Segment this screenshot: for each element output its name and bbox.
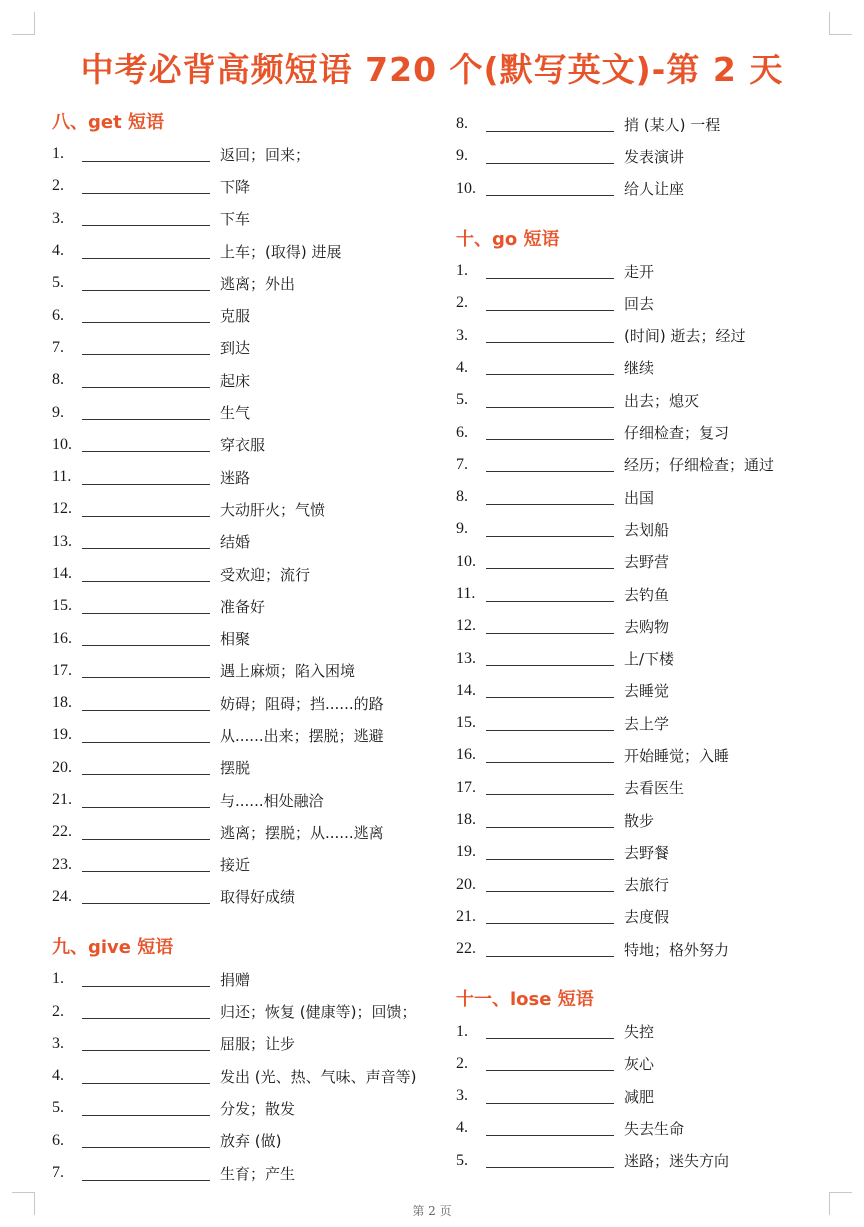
item-meaning: 去野营 [624,553,670,572]
item-meaning: 给人让座 [624,180,685,199]
item-number: 2. [52,177,64,195]
section-list-lose [456,1015,836,1176]
answer-blank[interactable] [82,1036,210,1051]
item-meaning: 分发；散发 [220,1099,296,1118]
item-number: 18. [456,811,476,829]
item-number: 5. [456,1151,468,1169]
answer-blank[interactable] [486,619,614,634]
item-number: 3. [456,1087,468,1105]
answer-blank[interactable] [486,651,614,666]
answer-blank[interactable] [82,437,210,452]
item-meaning: 去购物 [624,617,670,636]
item-number: 16. [52,629,72,647]
list-item [456,140,836,172]
item-number: 1. [456,1022,468,1040]
page-title: 中考必背高频短语 720 个(默写英文)-第 2 天 [80,50,784,89]
item-meaning: 去度假 [624,908,670,927]
answer-blank[interactable] [486,1089,614,1104]
item-meaning: 归还；恢复 (健康等)；回馈； [220,1003,417,1022]
list-item [456,481,836,513]
item-meaning: 开始睡觉；入睡 [624,746,730,765]
item-meaning: 迷路；迷失方向 [624,1152,730,1171]
list-item [52,364,432,396]
item-meaning: 特地；格外努力 [624,940,730,959]
answer-blank[interactable] [82,1166,210,1181]
item-meaning: 去划船 [624,520,670,539]
item-meaning: 去看医生 [624,779,685,798]
item-number: 21. [456,907,476,925]
item-meaning: 捎 (某人) 一程 [624,115,721,134]
item-number: 22. [456,940,476,958]
list-item [456,319,836,351]
list-item [456,352,836,384]
item-meaning: 遇上麻烦；陷入困境 [220,662,356,681]
item-number: 4. [52,242,64,260]
answer-blank[interactable] [486,780,614,795]
answer-blank[interactable] [82,599,210,614]
item-number: 8. [456,115,468,133]
item-meaning: 放弃 (做) [220,1132,282,1151]
answer-blank[interactable] [486,425,614,440]
list-item [456,642,836,674]
list-item [52,267,432,299]
item-number: 5. [52,1099,64,1117]
list-item [456,513,836,545]
item-meaning: 逃离；外出 [220,274,296,293]
item-number: 9. [456,520,468,538]
answer-blank[interactable] [82,889,210,904]
item-number: 1. [52,970,64,988]
answer-blank[interactable] [82,1004,210,1019]
answer-blank[interactable] [82,696,210,711]
answer-blank[interactable] [486,587,614,602]
list-item [456,610,836,642]
answer-blank[interactable] [486,748,614,763]
answer-blank[interactable] [82,728,210,743]
section-title-go: 十、go 短语 [456,228,560,250]
answer-blank[interactable] [82,340,210,355]
section-list-give-continued [456,108,836,205]
item-number: 8. [456,488,468,506]
list-item [52,849,432,881]
answer-blank[interactable] [82,631,210,646]
answer-blank[interactable] [82,405,210,420]
list-item [52,784,432,816]
answer-blank[interactable] [486,490,614,505]
item-meaning: 经历；仔细检查；通过 [624,456,775,475]
item-number: 13. [456,649,476,667]
answer-blank[interactable] [486,360,614,375]
answer-blank[interactable] [486,181,614,196]
item-meaning: 仔细检查；复习 [624,424,730,443]
item-meaning: 走开 [624,262,655,281]
list-item [456,836,836,868]
item-number: 23. [52,855,72,873]
section-title-give: 九、give 短语 [52,937,174,959]
item-meaning: 生气 [220,404,251,423]
list-item [456,1048,836,1080]
answer-blank[interactable] [82,502,210,517]
item-meaning: 去睡觉 [624,682,670,701]
item-number: 2. [52,1002,64,1020]
list-item [456,384,836,416]
section-title-get: 八、get 短语 [52,112,164,133]
list-item [52,138,432,170]
list-item [52,1060,432,1092]
item-number: 17. [52,661,72,679]
item-meaning: 接近 [220,856,251,875]
list-item [52,963,432,995]
item-meaning: 去旅行 [624,876,670,895]
item-meaning: 减肥 [624,1087,655,1106]
item-number: 11. [52,468,72,486]
item-meaning: 灰心 [624,1055,655,1074]
list-item [456,255,836,287]
list-item [456,578,836,610]
item-meaning: 捐赠 [220,970,251,989]
item-meaning: 屈服；让步 [220,1035,296,1054]
item-number: 13. [52,532,72,550]
list-item [52,299,432,331]
list-item [52,816,432,848]
item-meaning: 散步 [624,811,655,830]
item-number: 1. [456,262,468,280]
answer-blank[interactable] [486,942,614,957]
item-meaning: 妨碍；阻碍；挡......的路 [220,694,384,713]
item-meaning: 穿衣服 [220,436,266,455]
item-number: 19. [52,726,72,744]
item-number: 10. [456,552,476,570]
item-meaning: 去野餐 [624,843,670,862]
list-item [456,675,836,707]
answer-blank[interactable] [486,457,614,472]
answer-blank[interactable] [82,470,210,485]
list-item [456,449,836,481]
corner-mark-top-left [12,12,35,35]
list-item [52,590,432,622]
list-item [52,719,432,751]
answer-blank[interactable] [486,554,614,569]
item-number: 6. [52,306,64,324]
answer-blank[interactable] [82,1133,210,1148]
list-item [52,687,432,719]
item-meaning: 大动肝火；气愤 [220,500,326,519]
answer-blank[interactable] [486,1153,614,1168]
item-number: 5. [456,391,468,409]
item-number: 15. [456,714,476,732]
item-meaning: 取得好成绩 [220,888,296,907]
answer-blank[interactable] [486,328,614,343]
item-number: 3. [52,209,64,227]
item-meaning: 下车 [220,210,251,229]
item-meaning: 准备好 [220,597,266,616]
item-number: 6. [52,1131,64,1149]
list-item [456,1112,836,1144]
item-meaning: 相聚 [220,630,251,649]
item-number: 9. [456,147,468,165]
list-item [456,901,836,933]
list-item [456,707,836,739]
answer-blank[interactable] [82,147,210,162]
answer-blank[interactable] [82,663,210,678]
list-item [456,546,836,578]
list-item [52,235,432,267]
item-meaning: 回去 [624,294,655,313]
item-number: 4. [456,358,468,376]
item-number: 2. [456,294,468,312]
item-number: 19. [456,843,476,861]
answer-blank[interactable] [82,760,210,775]
answer-blank[interactable] [486,1056,614,1071]
list-item [52,396,432,428]
answer-blank[interactable] [82,793,210,808]
answer-blank[interactable] [486,1121,614,1136]
item-number: 20. [456,875,476,893]
list-item [52,332,432,364]
item-meaning: 出国 [624,488,655,507]
answer-blank[interactable] [82,1069,210,1084]
section-title-lose: 十一、lose 短语 [456,989,594,1011]
list-item [456,416,836,448]
answer-blank[interactable] [82,972,210,987]
list-item [52,203,432,235]
corner-mark-top-right [829,12,852,35]
answer-blank[interactable] [486,813,614,828]
item-meaning: 起床 [220,371,251,390]
item-meaning: 去钓鱼 [624,585,670,604]
answer-blank[interactable] [486,117,614,132]
answer-blank[interactable] [486,149,614,164]
item-number: 7. [456,455,468,473]
item-meaning: 从......出来；摆脱；逃避 [220,726,384,745]
list-item [52,493,432,525]
item-number: 14. [456,681,476,699]
list-item [52,526,432,558]
item-meaning: 失去生命 [624,1119,685,1138]
list-item [52,655,432,687]
list-item [52,752,432,784]
item-meaning: 出去；熄灭 [624,391,700,410]
item-number: 4. [456,1119,468,1137]
item-number: 5. [52,274,64,292]
item-meaning: 克服 [220,307,251,326]
answer-blank[interactable] [486,909,614,924]
section-list-go [456,255,836,966]
item-number: 6. [456,423,468,441]
item-number: 7. [52,338,64,356]
answer-blank[interactable] [486,522,614,537]
list-item [456,804,836,836]
item-meaning: 上/下楼 [624,650,675,669]
list-item [52,1092,432,1124]
item-number: 24. [52,887,72,905]
item-number: 12. [52,500,72,518]
list-item [52,170,432,202]
item-number: 8. [52,371,64,389]
list-item [456,772,836,804]
list-item [52,429,432,461]
item-meaning: 上车；(取得) 进展 [220,242,342,261]
item-number: 3. [52,1034,64,1052]
section-list-give [52,963,432,1189]
item-number: 11. [456,585,476,602]
list-item [456,739,836,771]
list-item [52,881,432,913]
item-meaning: 到达 [220,339,251,358]
list-item [52,461,432,493]
list-item [456,1015,836,1047]
item-number: 4. [52,1067,64,1085]
item-number: 1. [52,145,64,163]
section-list-get [52,138,432,913]
item-meaning: 与......相处融洽 [220,791,324,810]
answer-blank[interactable] [486,393,614,408]
item-number: 15. [52,597,72,615]
list-item [52,1125,432,1157]
item-meaning: 继续 [624,359,655,378]
answer-blank[interactable] [82,1101,210,1116]
answer-blank[interactable] [486,296,614,311]
answer-blank[interactable] [82,211,210,226]
list-item [52,1157,432,1189]
answer-blank[interactable] [82,244,210,259]
answer-blank[interactable] [82,567,210,582]
list-item [456,933,836,965]
answer-blank[interactable] [82,276,210,291]
item-number: 20. [52,758,72,776]
item-number: 17. [456,778,476,796]
item-number: 12. [456,617,476,635]
answer-blank[interactable] [486,264,614,279]
item-number: 9. [52,403,64,421]
list-item [456,869,836,901]
answer-blank[interactable] [82,308,210,323]
list-item [52,995,432,1027]
answer-blank[interactable] [82,825,210,840]
item-number: 7. [52,1164,64,1182]
item-meaning: 下降 [220,177,251,196]
item-meaning: 迷路 [220,468,251,487]
answer-blank[interactable] [486,683,614,698]
item-meaning: 结婚 [220,533,251,552]
item-number: 14. [52,565,72,582]
list-item [456,1080,836,1112]
item-number: 2. [456,1054,468,1072]
list-item [456,1145,836,1177]
answer-blank[interactable] [82,179,210,194]
answer-blank[interactable] [82,373,210,388]
answer-blank[interactable] [486,716,614,731]
left-column [52,108,432,1189]
answer-blank[interactable] [486,1024,614,1039]
item-meaning: 发表演讲 [624,147,685,166]
item-number: 10. [52,435,72,453]
item-number: 10. [456,179,476,197]
item-meaning: 摆脱 [220,759,251,778]
list-item [52,622,432,654]
item-number: 3. [456,326,468,344]
item-number: 21. [52,791,72,809]
answer-blank[interactable] [486,877,614,892]
answer-blank[interactable] [486,845,614,860]
item-meaning: 去上学 [624,714,670,733]
item-meaning: 受欢迎；流行 [220,565,311,584]
item-meaning: 返回；回来； [220,145,311,164]
answer-blank[interactable] [82,534,210,549]
item-meaning: 失控 [624,1023,655,1042]
item-meaning: 发出 (光、热、气味、声音等) [220,1067,417,1086]
list-item [52,558,432,590]
right-column [456,108,836,1177]
list-item [52,1028,432,1060]
page-number: 第 2 页 [412,1204,452,1218]
item-meaning: 生育；产生 [220,1164,296,1183]
item-meaning: (时间) 逝去；经过 [624,327,746,346]
list-item [456,108,836,140]
item-number: 22. [52,823,72,841]
answer-blank[interactable] [82,857,210,872]
item-number: 16. [456,746,476,764]
item-meaning: 逃离；摆脱；从......逃离 [220,823,384,842]
list-item [456,287,836,319]
item-number: 18. [52,694,72,712]
list-item [456,173,836,205]
